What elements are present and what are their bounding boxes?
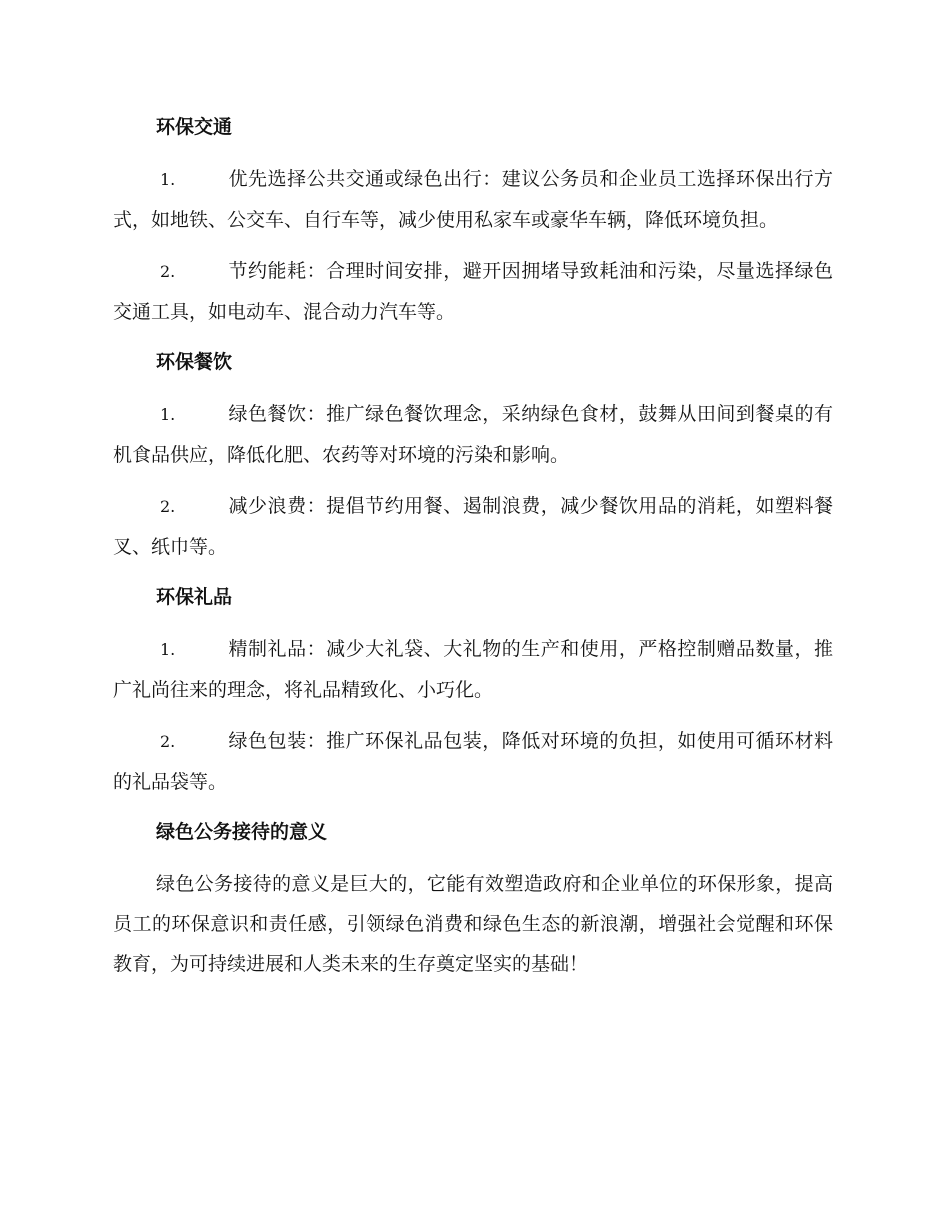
item-number: 1.	[160, 170, 176, 189]
list-item	[113, 629, 833, 710]
item-text: 绿色餐饮：推广绿色餐饮理念，采纳绿色食材，鼓舞从田间到餐桌的有机食品供应，降低化肥、农药等对环境的污染和影响。	[113, 403, 833, 466]
item-number: 2.	[160, 497, 176, 516]
list-item	[113, 486, 833, 567]
significance-paragraph: 绿色公务接待的意义是巨大的，它能有效塑造政府和企业单位的环保形象，提高员工的环保意识和责任感，引领绿色消费和绿色生态的新浪潮，增强社会觉醒和环保教育，为可持续进展和人类未来的生存奠定坚实的基础！	[113, 873, 833, 975]
item-text: 优先选择公共交通或绿色出行：建议公务员和企业员工选择环保出行方式，如地铁、公交车、自行车等，减少使用私家车或豪华车辆，降低环境负担。	[113, 168, 833, 231]
item-number: 2.	[160, 732, 176, 751]
document-content	[113, 108, 833, 995]
section-heading-dining: 环保餐饮	[156, 351, 233, 373]
item-text: 精制礼品：减少大礼袋、大礼物的生产和使用，严格控制赠品数量，推广礼尚往来的理念，将礼品精致化、小巧化。	[113, 638, 833, 701]
item-text: 绿色包装：推广环保礼品包装，降低对环境的负担，如使用可循环材料的礼品袋等。	[113, 730, 833, 793]
list-item	[113, 159, 833, 240]
item-text: 节约能耗：合理时间安排，避开因拥堵导致耗油和污染，尽量选择绿色交通工具，如电动车、混合动力汽车等。	[113, 260, 833, 323]
section-heading-significance: 绿色公务接待的意义	[156, 821, 328, 843]
item-number: 1.	[160, 640, 176, 659]
list-item	[113, 721, 833, 802]
section-heading-transport: 环保交通	[156, 116, 233, 138]
item-number: 1.	[160, 405, 176, 424]
item-number: 2.	[160, 262, 176, 281]
section-heading-gifts: 环保礼品	[156, 586, 233, 608]
list-item	[113, 251, 833, 332]
list-item	[113, 394, 833, 475]
item-text: 减少浪费：提倡节约用餐、遏制浪费，减少餐饮用品的消耗，如塑料餐叉、纸巾等。	[113, 495, 833, 558]
